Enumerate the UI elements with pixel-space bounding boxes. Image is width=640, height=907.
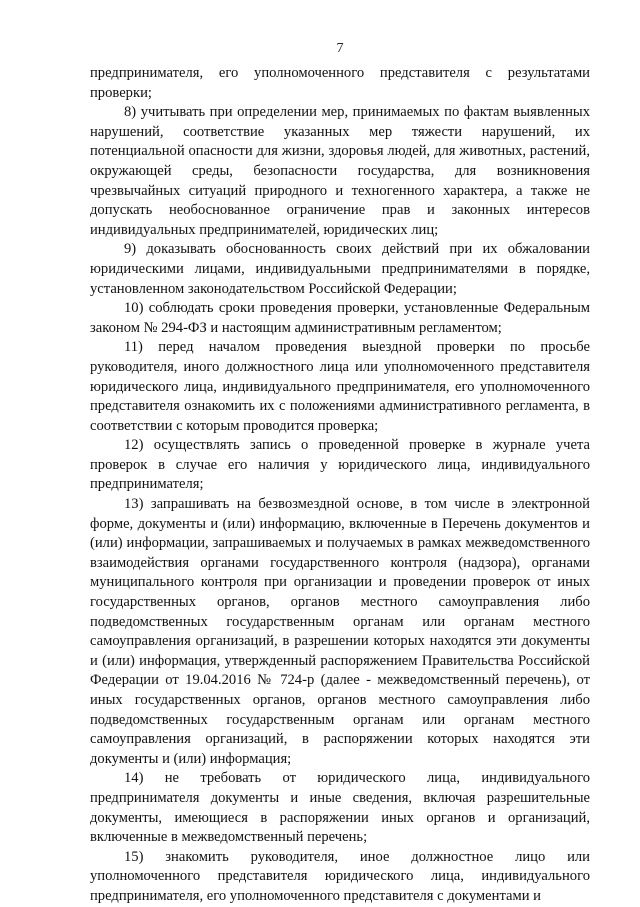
paragraph-item-12: 12) осуществлять запись о проведенной проверке в журнале учета проверок в случае его наличия у юридического лица, индивидуального предпринимателя;: [90, 437, 590, 493]
paragraph-item-15: 15) знакомить руководителя, иное должностное лицо или уполномоченного представителя юридического лица, индивидуального предпринимателя, его уполномоченного представителя с документами и: [90, 848, 590, 904]
page-number: 7: [336, 41, 344, 56]
paragraph-item-9: 9) доказывать обоснованность своих действий при их обжаловании юридическими лицами, индивидуальными предпринимателями в порядке, установленном законодательством Российской Федерации;: [90, 241, 590, 297]
paragraph-item-11: 11) перед началом проведения выездной проверки по просьбе руководителя, иного должностного лица или уполномоченного представителя юридического лица, индивидуального предпринимателя, его уполномоченного представителя ознакомить их с положениями административного регламента, в соответствии с которым проводится проверка;: [90, 339, 590, 434]
paragraph-item-8: 8) учитывать при определении мер, принимаемых по фактам выявленных нарушений, соответствие указанных мер тяжести нарушений, их потенциальной опасности для жизни, здоровья людей, для животных, растений, окружающей среды, безопасности государства, для возникновения чрезвычайных ситуаций природного и техногенного характера, а также не допускать необоснованное ограничение прав и законных интересов индивидуальных предпринимателей, юридических лиц;: [90, 104, 590, 238]
paragraph-item-10: 10) соблюдать сроки проведения проверки, установленные Федеральным законом № 294-ФЗ и настоящим административным регламентом;: [90, 300, 590, 336]
paragraph-continuation: предпринимателя, его уполномоченного представителя с результатами проверки;: [90, 65, 590, 101]
paragraph-item-13: 13) запрашивать на безвозмездной основе, в том числе в электронной форме, документы и (или) информацию, включенные в Перечень документов и (или) информации, запрашиваемых и получаемых в рамках межведомственного взаимодействия органами государственного контроля (надзора), органами муниципального контроля при организации и проведении проверок от иных государственных органов, органов местного самоуправления либо подведомственных государственным органам или органам местного самоуправления организаций, в разрешении которых находятся эти документы и (или) информация, утвержденный распоряжением Правительства Российской Федерации от 19.04.2016 № 724-р (далее - межведомственный перечень), от иных государственных органов, органов местного самоуправления либо подведомственных государственным органам или органам местного самоуправления организаций, в распоряжении которых находятся эти документы и (или) информация;: [90, 496, 590, 767]
paragraph-item-14: 14) не требовать от юридического лица, индивидуального предпринимателя документы и иные сведения, включая разрешительные документы, имеющиеся в распоряжении иных органов и организаций, включенные в межведомственный перечень;: [90, 770, 590, 846]
document-body: [90, 64, 590, 907]
